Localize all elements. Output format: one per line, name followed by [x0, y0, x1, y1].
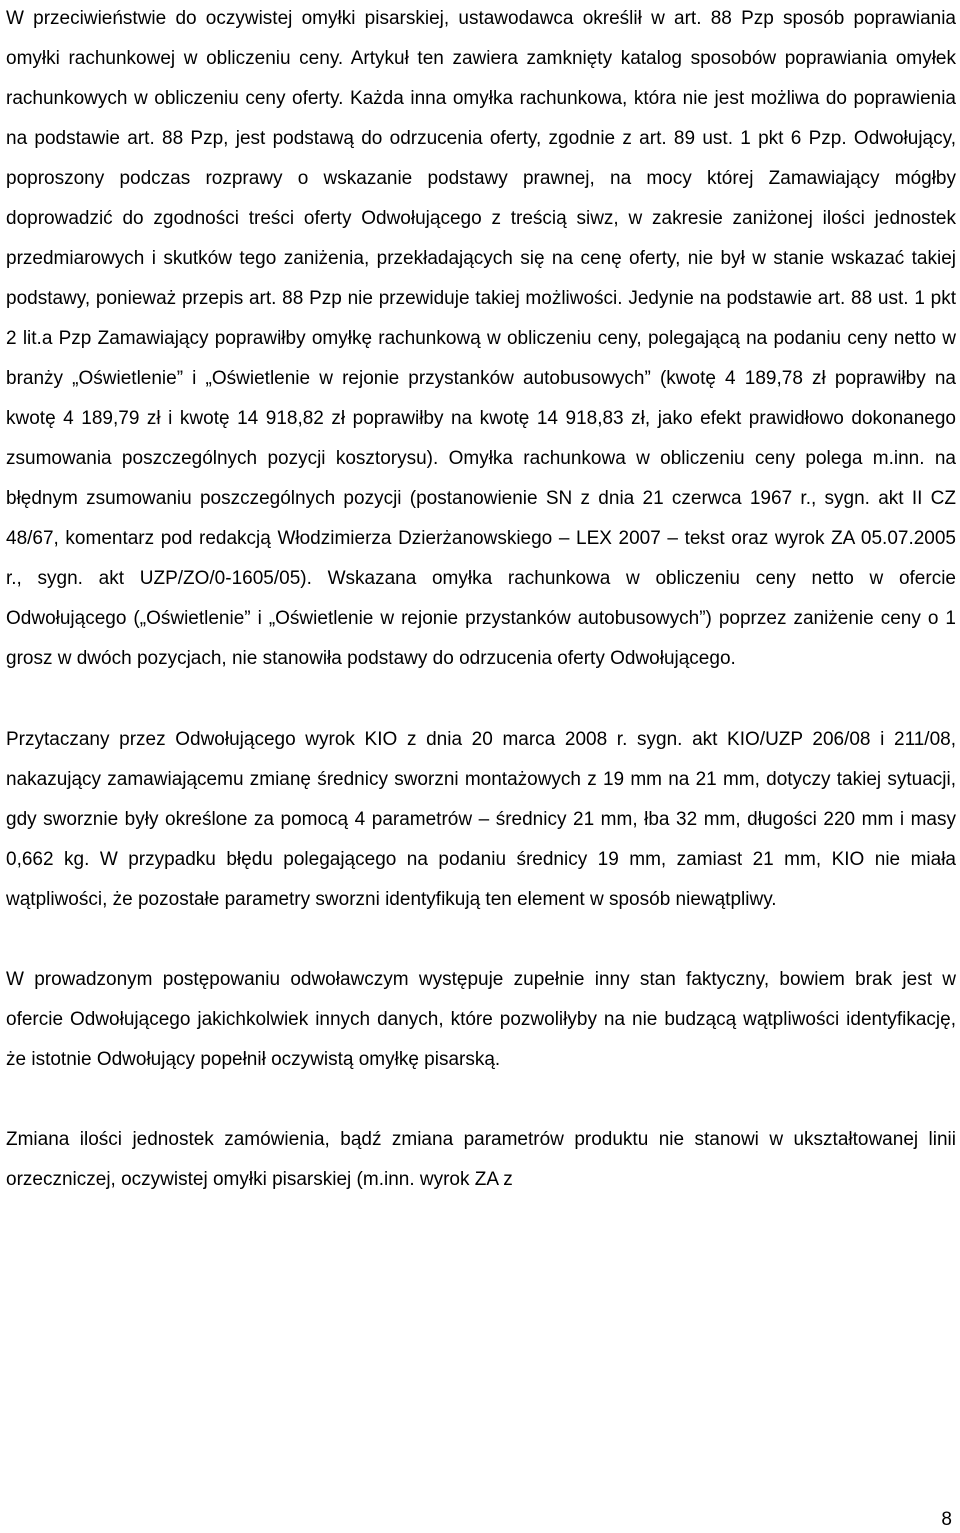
paragraph-2: Przytaczany przez Odwołującego wyrok KIO z dnia 20 marca 2008 r. sygn. akt KIO/UZP 206/08 i 211/08, nakazujący zamawiającemu zmianę średnicy sworzni montażowych z 19 mm na 21 mm, dotyczy takiej sytuacji, gdy sworznie były określone za pomocą 4 parametrów – średnicy 21 mm, łba 32 mm, długości 220 mm i masy 0,662 kg. W przypadku błędu polegającego na podaniu średnicy 19 mm, zamiast 21 mm, KIO nie miała wątpliwości, że pozostałe parametry sworzni identyfikują ten element w sposób niewątpliwy. — [6, 729, 956, 910]
paragraph-4: Zmiana ilości jednostek zamówienia, bądź zmiana parametrów produktu nie stanowi w ukształtowanej linii orzeczniczej, oczywistej omyłki pisarskiej (m.inn. wyrok ZA z — [6, 1129, 956, 1190]
document-page — [6, 0, 956, 1200]
page-number: 8 — [941, 1509, 952, 1530]
paragraph-1: W przeciwieństwie do oczywistej omyłki pisarskiej, ustawodawca określił w art. 88 Pzp sposób poprawiania omyłki rachunkowej w obliczeniu ceny. Artykuł ten zawiera zamknięty katalog sposobów poprawiania omyłek rachunkowych w obliczeniu ceny oferty. Każda inna omyłka rachunkowa, która nie jest możliwa do poprawienia na podstawie art. 88 Pzp, jest podstawą do odrzucenia oferty, zgodnie z art. 89 ust. 1 pkt 6 Pzp. Odwołujący, poproszony podczas rozprawy o wskazanie podstawy prawnej, na mocy której Zamawiający mógłby doprowadzić do zgodności treści oferty Odwołującego z treścią siwz, w zakresie zaniżonej ilości jednostek przedmiarowych i skutków tego zaniżenia, przekładających się na cenę oferty, nie był w stanie wskazać takiej podstawy, ponieważ przepis art. 88 Pzp nie przewiduje takiej możliwości. Jedynie na podstawie art. 88 ust. 1 pkt 2 lit.a Pzp Zamawiający poprawiłby omyłkę rachunkową w obliczeniu ceny, polegającą na podaniu ceny netto w branży „Oświetlenie” i „Oświetlenie w rejonie przystanków autobusowych” (kwotę 4 189,78 zł poprawiłby na kwotę 4 189,79 zł i kwotę 14 918,82 zł poprawiłby na kwotę 14 918,83 zł, jako efekt prawidłowo dokonanego zsumowania poszczególnych pozycji kosztorysu). Omyłka rachunkowa w obliczeniu ceny polega m.inn. na błędnym zsumowaniu poszczególnych pozycji (postanowienie SN z dnia 21 czerwca 1967 r., sygn. akt II CZ 48/67, komentarz pod redakcją Włodzimierza Dzierżanowskiego – LEX 2007 – tekst oraz wyrok ZA 05.07.2005 r., sygn. akt UZP/ZO/0-1605/05). Wskazana omyłka rachunkowa w obliczeniu ceny netto w ofercie Odwołującego („Oświetlenie” i „Oświetlenie w rejonie przystanków autobusowych”) poprzez zaniżenie ceny o 1 grosz w dwóch pozycjach, nie stanowiła podstawy do odrzucenia oferty Odwołującego. — [6, 8, 956, 669]
paragraph-3: W prowadzonym postępowaniu odwoławczym występuje zupełnie inny stan faktyczny, bowiem brak jest w ofercie Odwołującego jakichkolwiek innych danych, które pozwoliłyby na nie budzącą wątpliwości identyfikację, że istotnie Odwołujący popełnił oczywistą omyłkę pisarską. — [6, 969, 956, 1070]
